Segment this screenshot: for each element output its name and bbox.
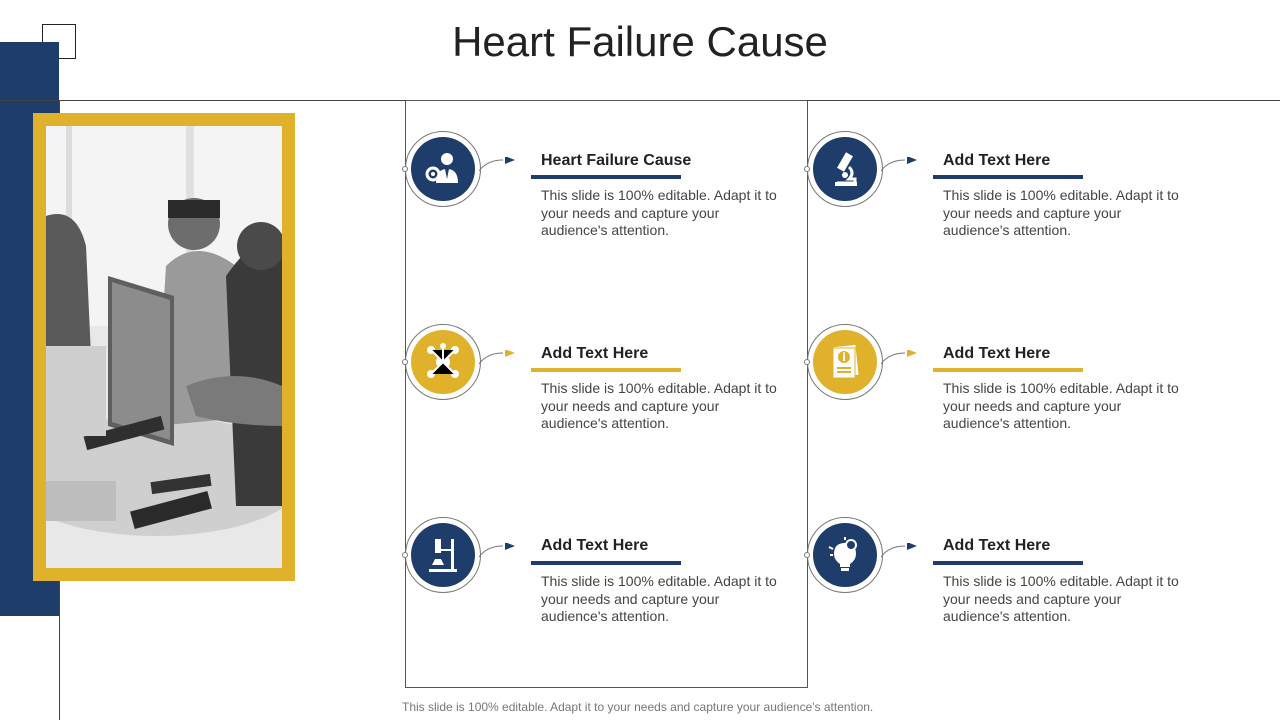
footer-note: This slide is 100% editable. Adapt it to your needs and capture your audience's attention. xyxy=(402,700,874,714)
item-4-description: This slide is 100% editable. Adapt it to your needs and capture your audience's attention. xyxy=(943,380,1179,431)
item-6-icon-circle xyxy=(813,523,877,587)
right-content-box-top-line xyxy=(807,100,1280,101)
item-2-connector xyxy=(881,157,917,173)
item-5-icon-circle xyxy=(411,523,475,587)
item-3-icon-circle xyxy=(411,330,475,394)
lightbulb-gear-icon xyxy=(825,535,865,575)
item-6-description: This slide is 100% editable. Adapt it to your needs and capture your audience's attention. xyxy=(943,573,1179,624)
item-2-description: This slide is 100% editable. Adapt it to your needs and capture your audience's attention. xyxy=(943,187,1179,238)
item-4-title: Add Text Here xyxy=(943,345,1051,362)
item-3-connector xyxy=(479,350,515,366)
molecule-network-icon xyxy=(423,342,463,382)
team-meeting-photo xyxy=(46,126,282,568)
item-3-connector-dot xyxy=(402,359,408,365)
item-2-connector-dot xyxy=(804,166,810,172)
top-horizontal-line xyxy=(0,100,406,101)
item-5-title: Add Text Here xyxy=(541,537,649,554)
item-1-underline xyxy=(531,175,681,179)
item-6-title: Add Text Here xyxy=(943,537,1051,554)
item-1-connector-dot xyxy=(402,166,408,172)
item-3-underline xyxy=(531,368,681,372)
item-2-title: Add Text Here xyxy=(943,152,1051,169)
lab-stand-flask-icon xyxy=(423,535,463,575)
item-1-description: This slide is 100% editable. Adapt it to your needs and capture your audience's attention. xyxy=(541,187,777,238)
item-4-connector xyxy=(881,350,917,366)
item-1-title: Heart Failure Cause xyxy=(541,152,692,169)
item-3-description: This slide is 100% editable. Adapt it to your needs and capture your audience's attention. xyxy=(541,380,777,431)
item-5-description: This slide is 100% editable. Adapt it to your needs and capture your audience's attention. xyxy=(541,573,777,624)
item-3-title: Add Text Here xyxy=(541,345,649,362)
info-document-icon xyxy=(825,342,865,382)
item-6-connector-dot xyxy=(804,552,810,558)
item-4-underline xyxy=(933,368,1083,372)
item-5-connector-dot xyxy=(402,552,408,558)
item-4-connector-dot xyxy=(804,359,810,365)
item-1-icon-circle xyxy=(411,137,475,201)
item-5-underline xyxy=(531,561,681,565)
item-5-connector xyxy=(479,543,515,559)
item-6-underline xyxy=(933,561,1083,565)
item-6-connector xyxy=(881,543,917,559)
page-title: Heart Failure Cause xyxy=(452,18,828,65)
item-2-underline xyxy=(933,175,1083,179)
microscope-icon xyxy=(825,149,865,189)
item-4-icon-circle xyxy=(813,330,877,394)
item-1-connector xyxy=(479,157,515,173)
businessman-gear-icon xyxy=(423,149,463,189)
item-2-icon-circle xyxy=(813,137,877,201)
